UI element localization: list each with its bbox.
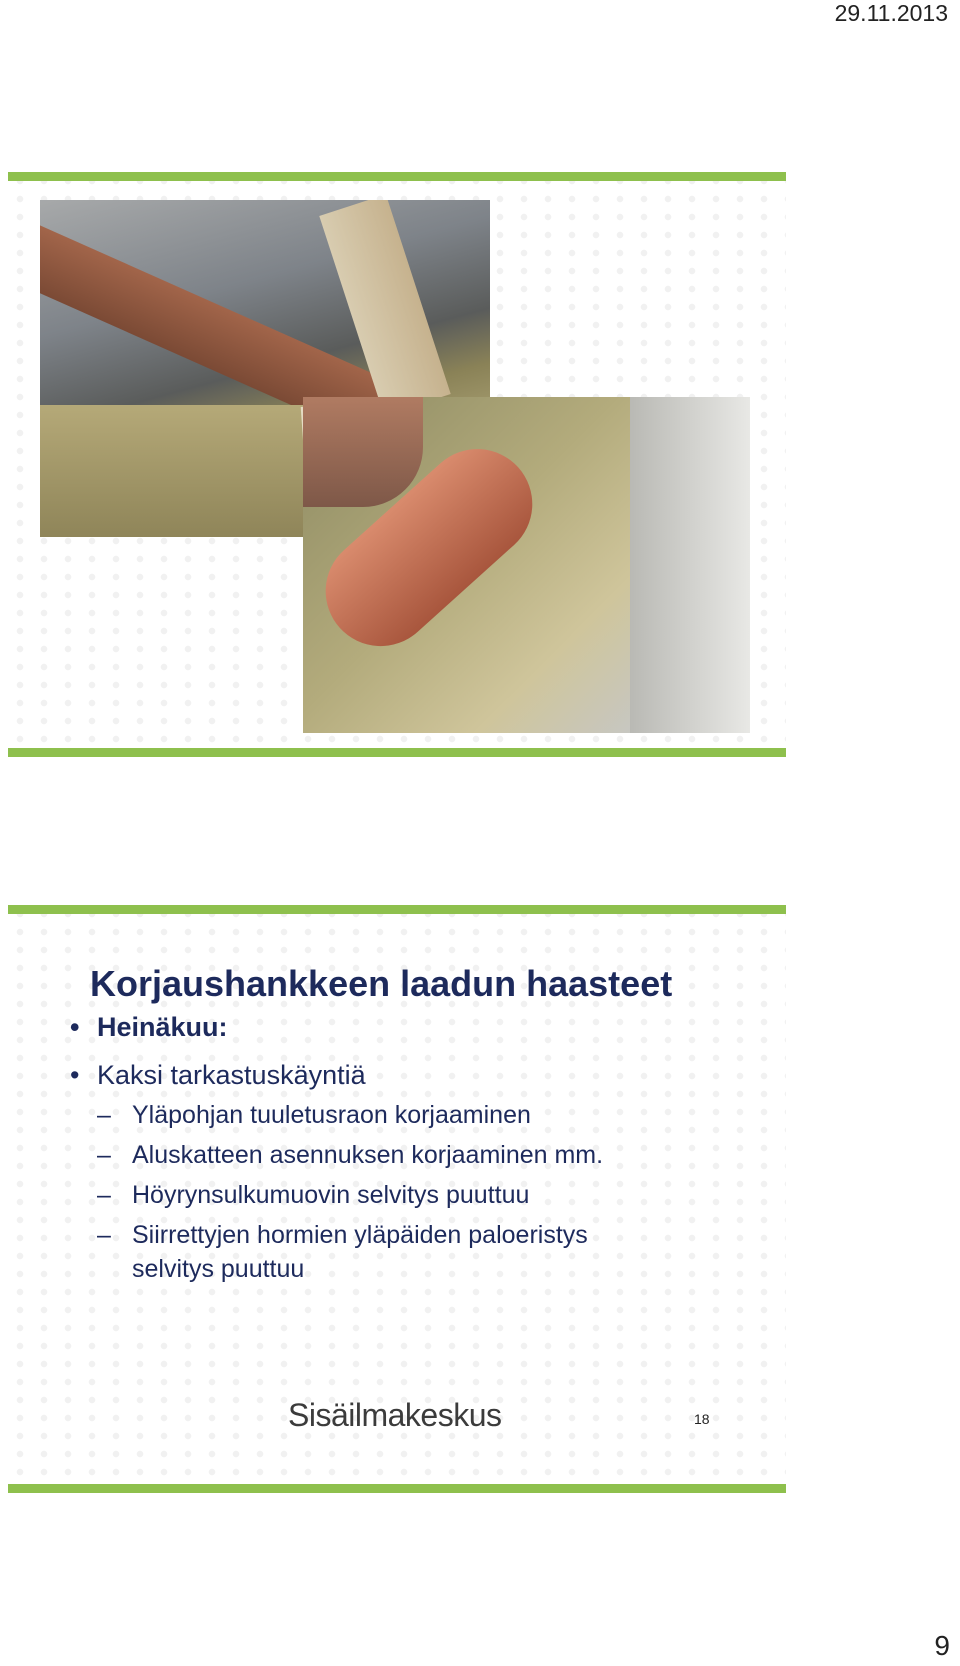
- slide-photos: [8, 172, 786, 757]
- wall-surface: [630, 397, 750, 733]
- slide-bottom-accent-bar: [8, 748, 786, 757]
- sub-bullet-item: [70, 1135, 770, 1175]
- bullet-list: [70, 1003, 770, 1287]
- slide-number: 18: [694, 1411, 710, 1427]
- slide-title: Korjaushankkeen laadun haasteet: [90, 963, 673, 1004]
- sub-bullet-item: [70, 1175, 770, 1215]
- page-number: 9: [934, 1630, 950, 1661]
- sub-bullet-text: Höyrynsulkumuovin selvitys puuttuu: [132, 1181, 530, 1209]
- sub-bullet-text: Yläpohjan tuuletusraon korjaaminen: [132, 1101, 531, 1129]
- slide-top-accent-bar: [8, 172, 786, 181]
- flue-pipe: [303, 397, 423, 507]
- bullet-item: • Kaksi tarkastuskäyntiä: [70, 1051, 770, 1099]
- insulation-pipe-photo: [303, 397, 750, 733]
- sub-bullet-item: [70, 1095, 770, 1135]
- sub-bullet-list: [70, 1095, 770, 1287]
- sub-bullet-continuation: selvitys puuttuu: [132, 1255, 305, 1283]
- dash-marker: –: [97, 1221, 111, 1249]
- slide-top-accent-bar: [8, 905, 786, 914]
- bullet-item: • Heinäkuu:: [70, 1003, 770, 1051]
- slide-bottom-accent-bar: [8, 1484, 786, 1493]
- page-date: 29.11.2013: [834, 0, 948, 26]
- sub-bullet-item: [70, 1215, 770, 1287]
- dash-marker: –: [97, 1181, 111, 1209]
- sub-bullet-text: Siirrettyjen hormien yläpäiden paloeristys: [132, 1221, 588, 1249]
- slide-text: [8, 905, 786, 1493]
- dash-marker: –: [97, 1101, 111, 1129]
- sub-bullet-text: Aluskatteen asennuksen korjaaminen mm.: [132, 1141, 604, 1169]
- sisailmakeskus-logo: Sisäilmakeskus: [288, 1397, 502, 1433]
- dash-marker: –: [97, 1141, 111, 1169]
